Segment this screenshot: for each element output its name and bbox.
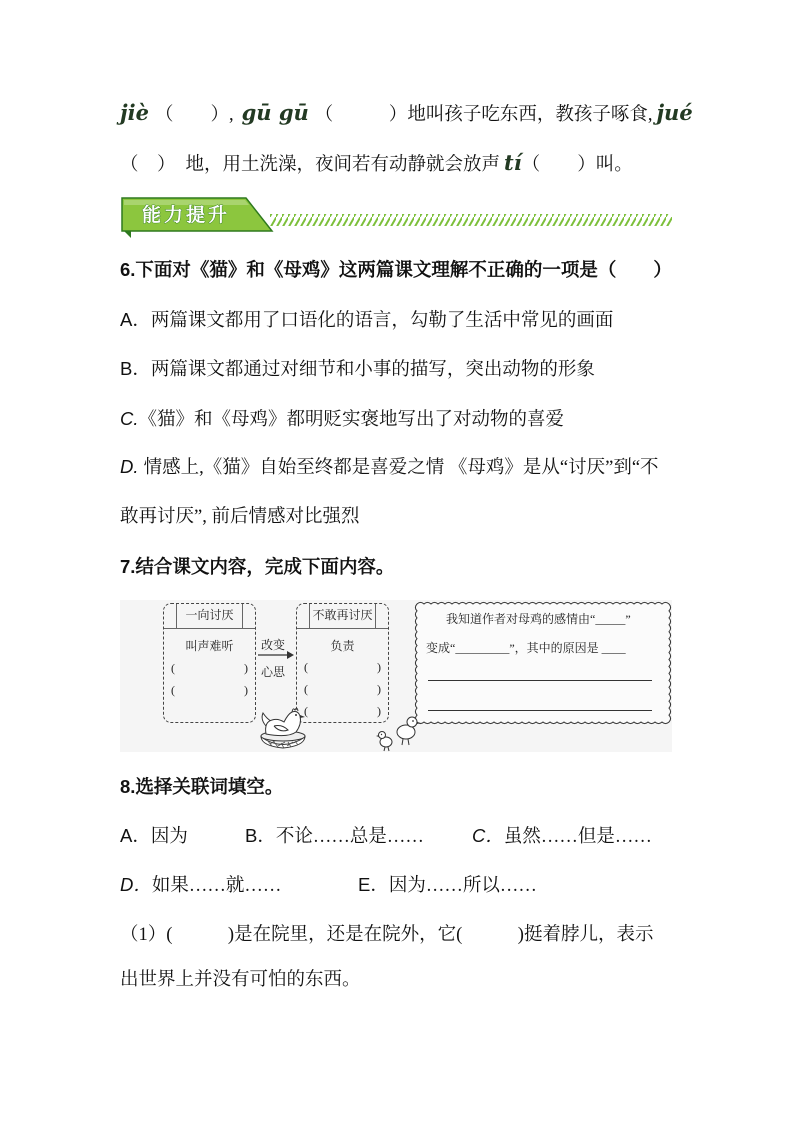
q8-option-b — [245, 821, 424, 852]
answer-line — [428, 710, 652, 711]
option-letter: B． — [245, 825, 276, 846]
note-line-2: 变成“_________”，其中的原因是 ____ — [426, 641, 626, 655]
paren-open: ( — [171, 661, 175, 675]
q6-option-a — [120, 305, 613, 335]
paren-close: ) — [377, 660, 381, 674]
passage-line-2 — [120, 148, 633, 178]
question-8-stem: 8.选择关联词填空。 — [120, 776, 284, 797]
option-letter: E． — [358, 874, 389, 895]
paren-close: ) — [377, 682, 381, 696]
blank-3: （ ） — [120, 155, 176, 175]
chick-head — [407, 717, 417, 727]
before-box-blank-row — [171, 682, 248, 698]
mother-hen-feelings-diagram — [120, 600, 672, 752]
option-text: 两篇课文都通过对细节和小事的描写，突出动物的形象 — [150, 360, 595, 380]
right-arrow-icon — [257, 649, 295, 661]
hen-illustration — [258, 704, 308, 750]
option-letter: C. — [120, 408, 139, 429]
paren-close: ) — [244, 661, 248, 675]
after-box-blank-row — [304, 659, 381, 675]
answer-line — [428, 680, 652, 681]
paren-open: ( — [304, 682, 308, 696]
passage-text-2: 地，用土洗澡，夜间若有动静就会放声 — [185, 155, 501, 175]
paren-open: ( — [304, 660, 308, 674]
blank-1: （ ） — [154, 105, 229, 125]
q8-item-1 — [120, 920, 653, 950]
q6-option-d — [120, 452, 659, 482]
before-box-header — [164, 604, 255, 629]
blank-a: ( ) — [166, 925, 235, 945]
note-line-1: 我知道作者对母鸡的感情由“_____” — [446, 612, 631, 626]
pinyin-ti: tí — [504, 150, 522, 175]
passage-text-3: 叫。 — [595, 155, 633, 175]
pinyin-jue: jué — [656, 100, 693, 125]
before-feelings-box — [163, 603, 256, 723]
option-letter: A． — [120, 825, 151, 846]
chick-eye — [412, 720, 414, 722]
option-letter: D. — [120, 456, 144, 477]
arrow-top-label: 改变 — [261, 638, 286, 652]
arrow-head — [287, 651, 294, 659]
q6-option-d-continuation: 敢再讨厌”, 前后情感对比强烈 — [120, 507, 360, 527]
option-text: 不论……总是…… — [275, 827, 424, 847]
option-text: 因为 — [150, 827, 188, 847]
q8-option-e — [358, 870, 537, 901]
pinyin-jie: jiè — [120, 100, 149, 125]
chick-head — [379, 732, 386, 739]
option-text: 《猫》和《母鸡》都明贬实褒地写出了对动物的喜爱 — [138, 410, 565, 430]
question-6-stem: 6.下面对《猫》和《母鸡》这两篇课文理解不正确的一项是（ ） — [120, 259, 672, 280]
q8-options-row-2 — [120, 870, 680, 900]
item-text-b: 挺着脖儿，表示 — [523, 925, 654, 945]
hen-beak — [300, 715, 305, 718]
hen-eye — [295, 714, 297, 716]
after-feelings-box — [296, 603, 389, 723]
paren-close: ) — [244, 683, 248, 697]
chick-legs — [384, 747, 389, 751]
chick-beak — [376, 735, 379, 737]
passage-text-1: 地叫孩子吃东西，教孩子啄食, — [407, 105, 653, 125]
after-box-title: 不敢再讨厌 — [309, 604, 376, 628]
paren-close: ) — [377, 704, 381, 718]
chick-eye — [381, 734, 382, 735]
q8-option-c — [472, 821, 652, 852]
q6-option-c — [120, 404, 564, 434]
passage-line-1 — [120, 98, 693, 128]
option-text: 虽然……但是…… — [503, 827, 652, 847]
before-box-title: 一向讨厌 — [176, 604, 243, 628]
q8-option-d — [120, 870, 281, 901]
banner-title: 能力提升 — [142, 205, 231, 226]
blank-b: ( ) — [456, 925, 524, 945]
paren-open: ( — [304, 704, 308, 718]
chicks-illustration — [376, 712, 422, 752]
option-text: 情感上,《猫》自始至终都是喜爱之情 《母鸡》是从“讨厌”到“不 — [143, 458, 659, 478]
q8-item-1-continuation: 出世界上并没有可怕的东西。 — [120, 970, 361, 990]
before-box-item: 叫声难听 — [185, 639, 234, 653]
after-box-header — [297, 604, 388, 629]
paren-open: ( — [171, 683, 175, 697]
banner-stripe-band — [270, 214, 672, 226]
option-text: 两篇课文都用了口语化的语言，勾勒了生活中常见的画面 — [150, 311, 614, 331]
option-text: 如果……就…… — [151, 876, 282, 896]
option-text: 因为……所以…… — [388, 876, 537, 896]
q6-option-b — [120, 354, 595, 384]
pinyin-gugu: gū gū — [241, 100, 309, 125]
before-box-blank-row — [171, 660, 248, 676]
option-letter: A． — [120, 309, 151, 330]
after-box-item: 负责 — [330, 639, 355, 653]
after-box-blank-row — [304, 681, 381, 697]
blank-2: （ ） — [314, 105, 408, 125]
chick-beak — [417, 722, 421, 724]
arrow-bottom-label: 心思 — [261, 665, 286, 679]
punctuation-comma: , — [228, 105, 234, 125]
q8-options-row-1 — [120, 821, 680, 851]
option-letter: B． — [120, 358, 151, 379]
option-letter: D． — [120, 874, 152, 895]
question-7-stem: 7.结合课文内容，完成下面内容。 — [120, 556, 395, 577]
after-box-blank-row — [304, 703, 381, 719]
item-text-a: 是在院里，还是在院外，它 — [234, 925, 457, 945]
option-letter: C． — [472, 825, 504, 846]
section-banner — [120, 193, 676, 241]
chick-legs — [402, 739, 409, 745]
q8-option-a — [120, 821, 188, 852]
item-number: （1） — [120, 925, 167, 945]
blank-4: （ ） — [521, 155, 596, 175]
